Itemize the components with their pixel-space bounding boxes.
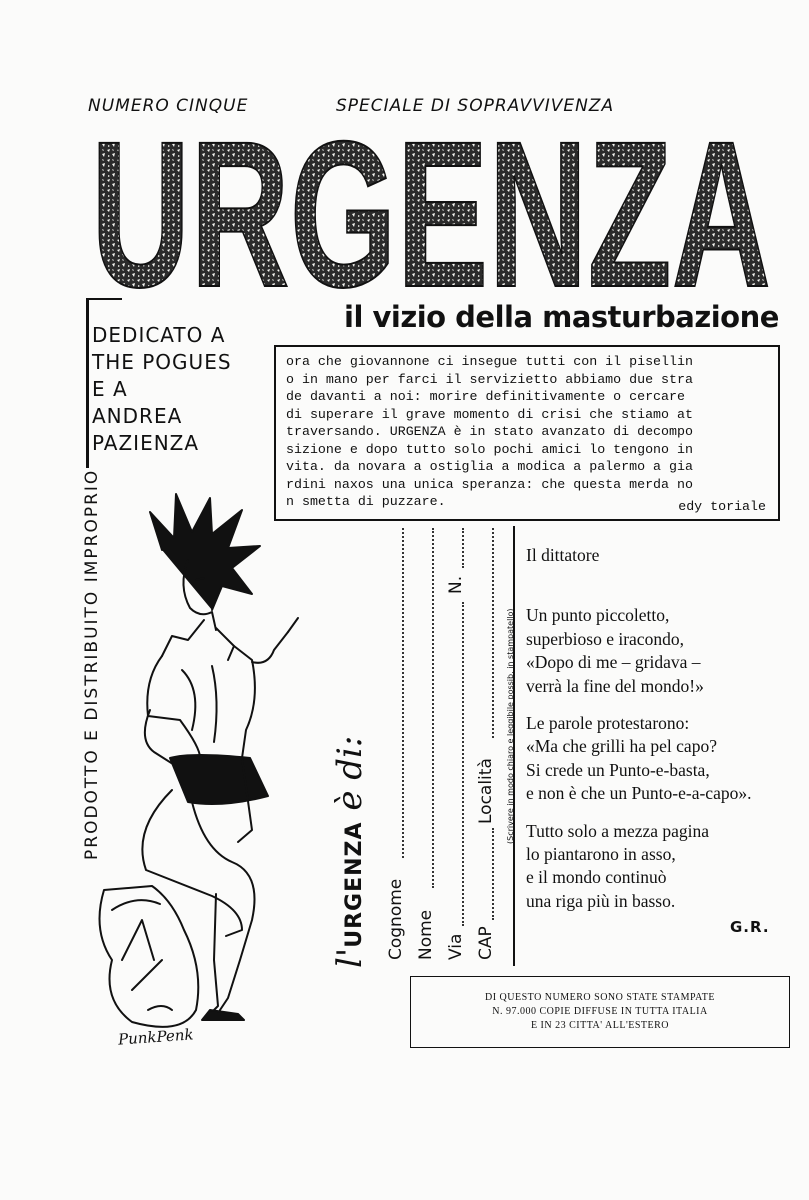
dedication-line: THE POGUES	[92, 350, 232, 374]
field-label-cap: CAP	[476, 926, 496, 960]
poem-line: una riga più in basso.	[526, 890, 676, 911]
editorial-line: di superare il grave momento di crisi che stiamo at	[286, 406, 693, 422]
poem-stanza	[526, 820, 806, 914]
form-title-main: URGENZA	[342, 821, 367, 948]
poem-line: e il mondo continuò	[526, 867, 667, 888]
poem	[526, 544, 806, 927]
masthead-text: URGENZA	[91, 118, 771, 300]
print-notice-line: N. 97.000 COPIE DIFFUSE IN TUTTA ITALIA	[492, 1006, 708, 1017]
poem-initials: G.R.	[730, 918, 770, 936]
editorial-line: ora che giovannone ci insegue tutti con il pisellin	[286, 354, 693, 369]
poem-stanza	[526, 604, 806, 698]
poem-line: verrà la fine del mondo!»	[526, 675, 704, 696]
poem-title: Il dittatore	[526, 545, 600, 565]
print-run-notice	[410, 976, 790, 1048]
field-line-cap[interactable]	[492, 828, 494, 920]
editorial-line: de davanti a noi: morire definitivamente o cercare	[286, 389, 685, 404]
dedication-line: E A	[92, 377, 128, 401]
editorial-line: rdini naxos una unica speranza: che questa merda no	[286, 476, 693, 492]
issue-special: SPECIALE DI SOPRAVVIVENZA	[336, 96, 615, 116]
poem-line: Tutto solo a mezza pagina	[526, 820, 710, 841]
field-line-numero[interactable]	[462, 528, 464, 568]
poem-line: e non è che un Punto-e-a-capo».	[526, 783, 752, 804]
print-notice-line: DI QUESTO NUMERO SONO STATE STAMPATE	[484, 992, 716, 1003]
dedication	[92, 322, 242, 457]
editorial-line: traversando. URGENZA è in stato avanzato di decompo	[286, 424, 693, 439]
editorial-signature: edy toriale	[678, 498, 766, 514]
issue-number: NUMERO CINQUE	[88, 96, 249, 116]
poem-line: Si crede un Punto-e-basta,	[526, 759, 710, 780]
woman-illustration	[92, 490, 302, 1050]
poem-line: «Dopo di me – gridava –	[526, 652, 701, 673]
issue-header	[88, 96, 688, 116]
field-line-via[interactable]	[462, 602, 464, 926]
poem-line: «Ma che grilli ha pel capo?	[526, 736, 717, 757]
poem-line: Le parole protestarono:	[526, 713, 690, 734]
field-line-nome[interactable]	[432, 528, 434, 888]
field-label-numero: N.	[446, 575, 466, 594]
poem-line: Un punto piccoletto,	[526, 605, 670, 626]
editorial-line: sizione e dopo tutto solo pochi amici lo tengono in	[286, 441, 693, 457]
poem-line: superbioso e iracondo,	[526, 628, 684, 649]
editorial-box	[274, 345, 780, 521]
form-divider	[513, 526, 515, 966]
poem-line: lo piantarono in asso,	[526, 844, 676, 865]
field-label-via: Via	[446, 933, 466, 960]
field-line-cognome[interactable]	[402, 528, 404, 858]
field-label-localita: Località	[476, 758, 496, 824]
field-label-nome: Nome	[416, 909, 436, 960]
subscription-form	[330, 528, 520, 968]
masthead	[86, 118, 776, 300]
editorial-line: n smetta di puzzare.	[286, 494, 446, 509]
masthead-logo	[86, 118, 776, 300]
field-line-localita[interactable]	[492, 528, 494, 738]
dedication-line: DEDICATO A	[92, 323, 226, 347]
field-label-cognome: Cognome	[386, 878, 406, 960]
editorial-line: vita. da novara a ostiglia a modica a palermo a gia	[286, 459, 693, 474]
production-credit: PRODOTTO E DISTRIBUITO IMPROPRIO	[82, 468, 102, 860]
dedication-line: PAZIENZA	[92, 431, 200, 455]
dedication-line: ANDREA	[92, 404, 183, 428]
form-title-suffix: è di:	[330, 735, 370, 811]
form-instructions: (Scrivere in modo chiaro e leggibile possib. in stampatello)	[506, 608, 515, 844]
artist-signature: PunkPenk	[117, 1025, 195, 1049]
editorial-line: o in mano per farci il servizietto abbiamo due stra	[286, 371, 693, 387]
illustration-drawing	[92, 490, 302, 1050]
form-title	[330, 736, 370, 968]
print-notice-line: E IN 23 CITTA' ALL'ESTERO	[530, 1020, 670, 1031]
poem-stanza	[526, 712, 806, 806]
issue-subtitle: il vizio della masturbazione	[344, 300, 779, 334]
form-title-prefix: l'	[330, 947, 370, 968]
